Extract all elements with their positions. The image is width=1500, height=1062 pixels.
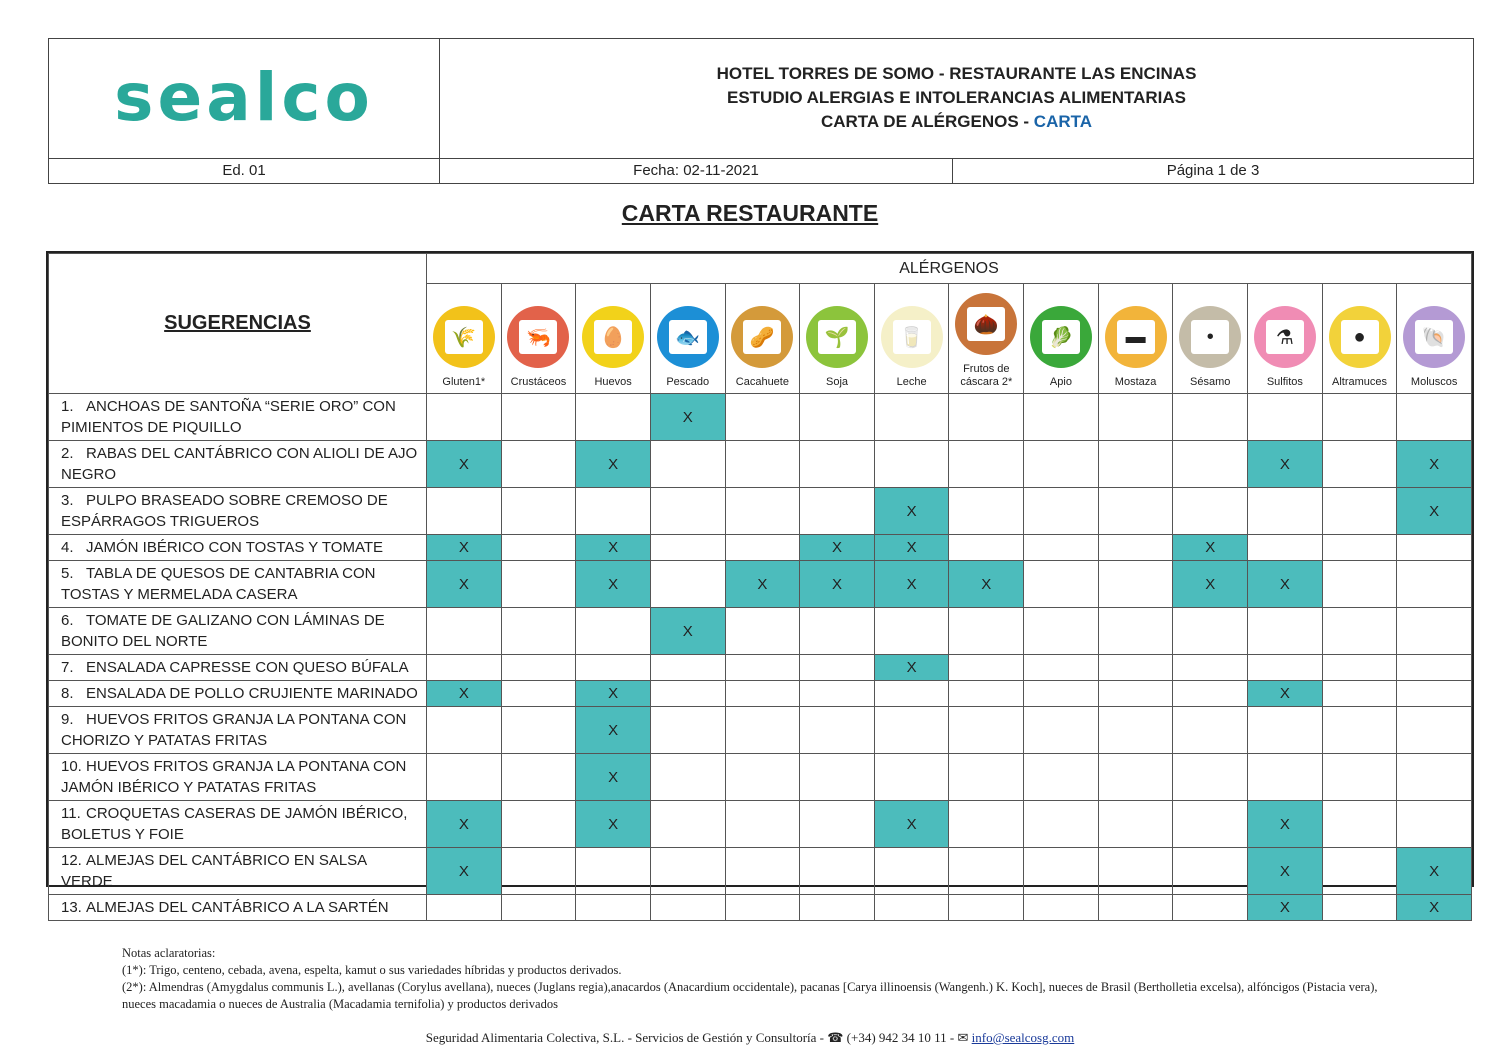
- dish-number: 1.: [61, 398, 74, 415]
- allergen-mark: X: [1397, 895, 1472, 921]
- allergen-mark: X: [576, 681, 651, 707]
- soy-icon: 🌱: [806, 306, 868, 368]
- empty-cell: [1098, 848, 1173, 895]
- empty-cell: [576, 655, 651, 681]
- empty-cell: [1173, 801, 1248, 848]
- empty-cell: [1024, 441, 1099, 488]
- empty-cell: [1098, 535, 1173, 561]
- dish-cell: [49, 535, 427, 561]
- document-header: [48, 38, 1474, 184]
- dish-number: 4.: [61, 539, 74, 556]
- empty-cell: [800, 895, 875, 921]
- allergen-mark: X: [576, 754, 651, 801]
- nut-icon: 🌰: [955, 293, 1017, 355]
- empty-cell: [650, 561, 725, 608]
- empty-cell: [1173, 394, 1248, 441]
- empty-cell: [1024, 707, 1099, 754]
- footer-email-link[interactable]: info@sealcosg.com: [971, 1030, 1075, 1045]
- allergen-mark: X: [1248, 801, 1323, 848]
- dish-cell: [49, 754, 427, 801]
- empty-cell: [1397, 681, 1472, 707]
- header-title-cell: [440, 39, 1474, 159]
- dish-name: HUEVOS FRITOS GRANJA LA PONTANA CON JAMÓN IBÉRICO Y PATATAS FRITAS: [61, 758, 407, 796]
- empty-cell: [501, 895, 576, 921]
- note-2: (2*): Almendras (Amygdalus communis L.), avellanas (Corylus avellana), nueces (Juglans regia),anacardos (Anacardium occidentale), pacanas [Carya illinoensis (Wangenh.) K. Koch], nueces de Brasil (Bertholletia excelsa), alfóncigos (Pistacia vera), nueces macadamia o nueces de Australia (Macadamia ternifolia) y productos derivados: [122, 980, 1378, 1011]
- allergen-header-7: [949, 284, 1024, 394]
- allergen-mark: X: [427, 801, 502, 848]
- dish-cell: [49, 655, 427, 681]
- header-title-line3: CARTA DE ALÉRGENOS - CARTA: [820, 112, 1093, 132]
- allergen-label: Moluscos: [1410, 376, 1458, 388]
- empty-cell: [1098, 394, 1173, 441]
- date-cell: Fecha: 02-11-2021: [440, 158, 953, 183]
- empty-cell: [800, 488, 875, 535]
- empty-cell: [427, 488, 502, 535]
- table-row: [49, 608, 1472, 655]
- empty-cell: [1098, 488, 1173, 535]
- table-row: [49, 488, 1472, 535]
- empty-cell: [1173, 754, 1248, 801]
- empty-cell: [1322, 535, 1397, 561]
- dish-number: 8.: [61, 685, 74, 702]
- allergen-mark: X: [874, 655, 949, 681]
- empty-cell: [1024, 655, 1099, 681]
- allergen-label: Leche: [896, 376, 927, 388]
- footer: [0, 1030, 1500, 1046]
- empty-cell: [650, 655, 725, 681]
- allergen-header-5: [800, 284, 875, 394]
- allergen-mark: X: [1173, 535, 1248, 561]
- empty-cell: [1173, 895, 1248, 921]
- empty-cell: [650, 535, 725, 561]
- empty-cell: [949, 441, 1024, 488]
- allergen-mark: X: [1248, 441, 1323, 488]
- dish-number: 5.: [61, 565, 74, 582]
- empty-cell: [1248, 608, 1323, 655]
- empty-cell: [1098, 754, 1173, 801]
- empty-cell: [1322, 488, 1397, 535]
- allergen-mark: X: [800, 561, 875, 608]
- empty-cell: [576, 394, 651, 441]
- empty-cell: [650, 848, 725, 895]
- empty-cell: [725, 801, 800, 848]
- allergen-mark: X: [874, 801, 949, 848]
- dish-cell: [49, 707, 427, 754]
- dish-number: 9.: [61, 711, 74, 728]
- allergen-label: Sésamo: [1190, 376, 1231, 388]
- allergen-header-9: [1098, 284, 1173, 394]
- footer-text: Seguridad Alimentaria Colectiva, S.L. - Servicios de Gestión y Consultoría - ☎ (+34) 942 34 10 11 - ✉: [425, 1030, 969, 1045]
- allergen-label: Apio: [1049, 376, 1072, 388]
- empty-cell: [1248, 488, 1323, 535]
- empty-cell: [1322, 681, 1397, 707]
- empty-cell: [949, 801, 1024, 848]
- empty-cell: [650, 441, 725, 488]
- allergen-mark: X: [650, 394, 725, 441]
- allergen-mark: X: [576, 801, 651, 848]
- dish-name: RABAS DEL CANTÁBRICO CON ALIOLI DE AJO NEGRO: [61, 445, 418, 483]
- empty-cell: [800, 441, 875, 488]
- table-row: [49, 441, 1472, 488]
- empty-cell: [1397, 655, 1472, 681]
- note-1: (1*): Trigo, centeno, cebada, avena, espelta, kamut o sus variedades híbridas y productos derivados.: [122, 963, 622, 977]
- empty-cell: [1024, 848, 1099, 895]
- empty-cell: [427, 608, 502, 655]
- allergen-mark: X: [1173, 561, 1248, 608]
- empty-cell: [1173, 707, 1248, 754]
- dish-name: PULPO BRASEADO SOBRE CREMOSO DE ESPÁRRAGOS TRIGUEROS: [61, 492, 388, 530]
- allergen-mark: X: [1248, 561, 1323, 608]
- empty-cell: [1322, 754, 1397, 801]
- sugerencias-header: SUGERENCIAS: [49, 254, 427, 394]
- sealco-logo: sealco: [114, 59, 374, 137]
- dish-cell: [49, 801, 427, 848]
- empty-cell: [1248, 535, 1323, 561]
- allergen-header-3: [650, 284, 725, 394]
- empty-cell: [501, 608, 576, 655]
- table-row: [49, 707, 1472, 754]
- dish-cell: [49, 441, 427, 488]
- empty-cell: [874, 394, 949, 441]
- empty-cell: [949, 848, 1024, 895]
- empty-cell: [874, 707, 949, 754]
- allergen-mark: X: [1397, 848, 1472, 895]
- allergen-label: Altramuces: [1331, 376, 1388, 388]
- milk-icon: 🥛: [881, 306, 943, 368]
- allergen-mark: X: [576, 561, 651, 608]
- empty-cell: [725, 707, 800, 754]
- empty-cell: [1098, 895, 1173, 921]
- dish-number: 10.: [61, 758, 82, 775]
- empty-cell: [1322, 394, 1397, 441]
- allergen-header-6: [874, 284, 949, 394]
- dish-cell: [49, 848, 427, 895]
- mustard-icon: ▬: [1105, 306, 1167, 368]
- allergen-mark: X: [576, 441, 651, 488]
- dish-number: 12.: [61, 852, 82, 869]
- empty-cell: [949, 488, 1024, 535]
- empty-cell: [501, 848, 576, 895]
- edition-cell: Ed. 01: [49, 158, 440, 183]
- empty-cell: [1024, 394, 1099, 441]
- empty-cell: [949, 681, 1024, 707]
- empty-cell: [650, 754, 725, 801]
- table-row: [49, 535, 1472, 561]
- empty-cell: [725, 655, 800, 681]
- dish-cell: [49, 895, 427, 921]
- header-title-line1: HOTEL TORRES DE SOMO - RESTAURANTE LAS ENCINAS: [716, 64, 1197, 84]
- empty-cell: [1322, 608, 1397, 655]
- allergen-mark: X: [650, 608, 725, 655]
- empty-cell: [1397, 608, 1472, 655]
- dish-number: 2.: [61, 445, 74, 462]
- allergen-header-13: [1397, 284, 1472, 394]
- allergen-label: Gluten1*: [442, 376, 486, 388]
- empty-cell: [650, 681, 725, 707]
- table-row: [49, 801, 1472, 848]
- empty-cell: [1173, 608, 1248, 655]
- empty-cell: [949, 394, 1024, 441]
- empty-cell: [1098, 441, 1173, 488]
- allergen-table: [48, 253, 1472, 921]
- empty-cell: [725, 488, 800, 535]
- celery-icon: 🥬: [1030, 306, 1092, 368]
- allergen-mark: X: [949, 561, 1024, 608]
- dish-number: 6.: [61, 612, 74, 629]
- empty-cell: [650, 895, 725, 921]
- empty-cell: [427, 895, 502, 921]
- allergen-header-10: [1173, 284, 1248, 394]
- dish-name: ENSALADA DE POLLO CRUJIENTE MARINADO: [86, 685, 418, 702]
- empty-cell: [427, 707, 502, 754]
- empty-cell: [1397, 754, 1472, 801]
- empty-cell: [501, 535, 576, 561]
- dish-number: 13.: [61, 899, 82, 916]
- empty-cell: [874, 895, 949, 921]
- empty-cell: [949, 535, 1024, 561]
- empty-cell: [800, 655, 875, 681]
- empty-cell: [949, 895, 1024, 921]
- sulfite-icon: ⚗: [1254, 306, 1316, 368]
- allergen-mark: X: [1397, 488, 1472, 535]
- dish-name: TOMATE DE GALIZANO CON LÁMINAS DE BONITO DEL NORTE: [61, 612, 385, 650]
- empty-cell: [1173, 655, 1248, 681]
- allergen-mark: X: [427, 441, 502, 488]
- page-title: CARTA RESTAURANTE: [621, 200, 879, 226]
- empty-cell: [1248, 655, 1323, 681]
- empty-cell: [1397, 707, 1472, 754]
- empty-cell: [501, 488, 576, 535]
- allergen-header-8: [1024, 284, 1099, 394]
- empty-cell: [1098, 707, 1173, 754]
- allergen-mark: X: [725, 561, 800, 608]
- empty-cell: [1024, 681, 1099, 707]
- empty-cell: [427, 394, 502, 441]
- empty-cell: [1024, 895, 1099, 921]
- empty-cell: [1173, 441, 1248, 488]
- dish-name: HUEVOS FRITOS GRANJA LA PONTANA CON CHORIZO Y PATATAS FRITAS: [61, 711, 407, 749]
- empty-cell: [874, 608, 949, 655]
- allergen-header-12: [1322, 284, 1397, 394]
- allergen-mark: X: [427, 681, 502, 707]
- empty-cell: [1098, 655, 1173, 681]
- empty-cell: [725, 535, 800, 561]
- allergen-label: Soja: [826, 376, 849, 388]
- empty-cell: [501, 681, 576, 707]
- empty-cell: [1173, 488, 1248, 535]
- empty-cell: [1322, 561, 1397, 608]
- empty-cell: [725, 848, 800, 895]
- empty-cell: [576, 848, 651, 895]
- empty-cell: [501, 441, 576, 488]
- dish-cell: [49, 394, 427, 441]
- table-row: [49, 681, 1472, 707]
- empty-cell: [800, 681, 875, 707]
- allergen-label: Sulfitos: [1266, 376, 1303, 388]
- allergen-mark: X: [1248, 895, 1323, 921]
- table-row: [49, 394, 1472, 441]
- empty-cell: [725, 754, 800, 801]
- empty-cell: [1322, 655, 1397, 681]
- empty-cell: [576, 608, 651, 655]
- dish-number: 3.: [61, 492, 74, 509]
- empty-cell: [1173, 681, 1248, 707]
- empty-cell: [1024, 754, 1099, 801]
- egg-icon: 🥚: [582, 306, 644, 368]
- mollusc-icon: 🐚: [1403, 306, 1465, 368]
- empty-cell: [1098, 608, 1173, 655]
- page-number-cell: Página 1 de 3: [953, 158, 1474, 183]
- empty-cell: [1024, 535, 1099, 561]
- allergen-header-2: [576, 284, 651, 394]
- shrimp-icon: 🦐: [507, 306, 569, 368]
- empty-cell: [874, 441, 949, 488]
- peanut-icon: 🥜: [731, 306, 793, 368]
- empty-cell: [800, 707, 875, 754]
- notes: [122, 945, 1382, 1013]
- empty-cell: [800, 394, 875, 441]
- empty-cell: [725, 394, 800, 441]
- empty-cell: [800, 608, 875, 655]
- empty-cell: [501, 561, 576, 608]
- empty-cell: [949, 655, 1024, 681]
- empty-cell: [725, 681, 800, 707]
- empty-cell: [1024, 488, 1099, 535]
- allergen-mark: X: [576, 535, 651, 561]
- empty-cell: [1397, 561, 1472, 608]
- dish-name: ANCHOAS DE SANTOÑA “SERIE ORO” CON PIMIENTOS DE PIQUILLO: [61, 398, 396, 436]
- allergen-label: Frutos de cáscara 2*: [960, 363, 1013, 388]
- allergen-mark: X: [427, 561, 502, 608]
- empty-cell: [1397, 535, 1472, 561]
- allergen-label: Crustáceos: [510, 376, 567, 388]
- allergen-mark: X: [874, 535, 949, 561]
- empty-cell: [1024, 608, 1099, 655]
- empty-cell: [576, 488, 651, 535]
- empty-cell: [874, 848, 949, 895]
- empty-cell: [1248, 394, 1323, 441]
- dish-name: CROQUETAS CASERAS DE JAMÓN IBÉRICO, BOLETUS Y FOIE: [61, 805, 408, 843]
- empty-cell: [1024, 561, 1099, 608]
- allergen-mark: X: [874, 561, 949, 608]
- empty-cell: [427, 655, 502, 681]
- empty-cell: [725, 895, 800, 921]
- allergen-mark: X: [1248, 848, 1323, 895]
- empty-cell: [650, 801, 725, 848]
- sesame-icon: •: [1179, 306, 1241, 368]
- empty-cell: [650, 707, 725, 754]
- notes-title: Notas aclaratorias:: [122, 946, 216, 960]
- logo-cell: [49, 39, 440, 159]
- allergen-table-wrapper: [46, 251, 1474, 916]
- table-row: [49, 848, 1472, 895]
- allergen-label: Pescado: [666, 376, 710, 388]
- empty-cell: [650, 488, 725, 535]
- dish-cell: [49, 608, 427, 655]
- dish-cell: [49, 681, 427, 707]
- empty-cell: [1397, 801, 1472, 848]
- allergen-mark: X: [576, 707, 651, 754]
- empty-cell: [800, 801, 875, 848]
- empty-cell: [1248, 707, 1323, 754]
- dish-name: ENSALADA CAPRESSE CON QUESO BÚFALA: [86, 659, 409, 676]
- empty-cell: [1397, 394, 1472, 441]
- allergen-label: Mostaza: [1114, 376, 1157, 388]
- empty-cell: [1322, 895, 1397, 921]
- allergen-header-0: [427, 284, 502, 394]
- empty-cell: [800, 848, 875, 895]
- allergen-header-1: [501, 284, 576, 394]
- empty-cell: [1173, 848, 1248, 895]
- header-title-line2: ESTUDIO ALERGIAS E INTOLERANCIAS ALIMENTARIAS: [726, 88, 1187, 108]
- table-row: [49, 561, 1472, 608]
- dish-name: TABLA DE QUESOS DE CANTABRIA CON TOSTAS Y MERMELADA CASERA: [61, 565, 376, 603]
- dish-number: 7.: [61, 659, 74, 676]
- table-row: [49, 895, 1472, 921]
- empty-cell: [949, 707, 1024, 754]
- empty-cell: [874, 754, 949, 801]
- allergen-mark: X: [1397, 441, 1472, 488]
- allergen-label: Cacahuete: [735, 376, 789, 388]
- alergenos-header: ALÉRGENOS: [427, 254, 1472, 284]
- allergen-mark: X: [427, 848, 502, 895]
- empty-cell: [949, 754, 1024, 801]
- empty-cell: [501, 801, 576, 848]
- empty-cell: [1098, 561, 1173, 608]
- dish-cell: [49, 561, 427, 608]
- allergen-mark: X: [1248, 681, 1323, 707]
- wheat-icon: 🌾: [433, 306, 495, 368]
- empty-cell: [501, 655, 576, 681]
- empty-cell: [725, 608, 800, 655]
- table-row: [49, 754, 1472, 801]
- empty-cell: [1322, 801, 1397, 848]
- empty-cell: [1024, 801, 1099, 848]
- empty-cell: [1322, 848, 1397, 895]
- table-row: [49, 655, 1472, 681]
- allergen-label: Huevos: [594, 376, 632, 388]
- empty-cell: [1322, 441, 1397, 488]
- dish-cell: [49, 488, 427, 535]
- empty-cell: [1248, 754, 1323, 801]
- empty-cell: [725, 441, 800, 488]
- dish-number: 11.: [61, 805, 81, 822]
- allergen-header-11: [1248, 284, 1323, 394]
- dish-name: JAMÓN IBÉRICO CON TOSTAS Y TOMATE: [86, 539, 384, 556]
- empty-cell: [800, 754, 875, 801]
- empty-cell: [576, 895, 651, 921]
- empty-cell: [501, 394, 576, 441]
- empty-cell: [427, 754, 502, 801]
- dish-name: ALMEJAS DEL CANTÁBRICO A LA SARTÉN: [86, 899, 389, 916]
- empty-cell: [874, 681, 949, 707]
- empty-cell: [949, 608, 1024, 655]
- empty-cell: [501, 754, 576, 801]
- fish-icon: 🐟: [657, 306, 719, 368]
- allergen-header-4: [725, 284, 800, 394]
- lupin-icon: ●: [1329, 306, 1391, 368]
- empty-cell: [1098, 681, 1173, 707]
- empty-cell: [1322, 707, 1397, 754]
- allergen-mark: X: [427, 535, 502, 561]
- allergen-mark: X: [800, 535, 875, 561]
- allergen-mark: X: [874, 488, 949, 535]
- empty-cell: [501, 707, 576, 754]
- empty-cell: [1098, 801, 1173, 848]
- dish-name: ALMEJAS DEL CANTÁBRICO EN SALSA VERDE: [61, 852, 367, 890]
